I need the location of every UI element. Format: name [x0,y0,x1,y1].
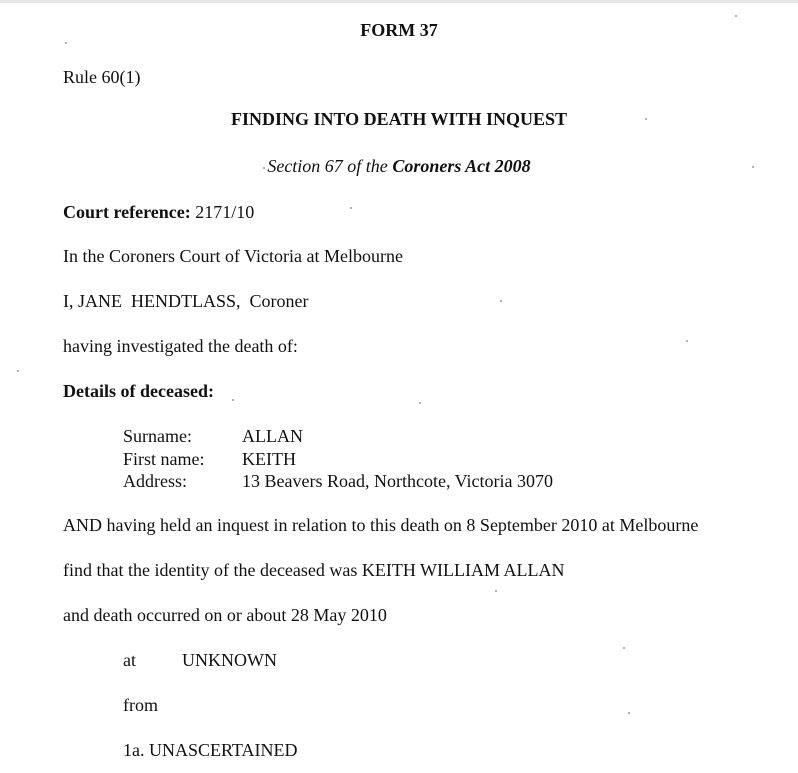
scan-speck [495,590,497,592]
scan-speck [623,647,625,649]
scan-speck [735,15,737,17]
deceased-heading: Details of deceased: [63,381,214,401]
at-label: at [123,650,136,670]
address-value: 13 Beavers Road, Northcote, Victoria 3070 [242,471,554,491]
scan-speck [645,118,647,120]
court-reference-label: Court reference: [63,202,191,222]
cause-line: 1a. UNASCERTAINED [123,740,298,760]
first-name-value: KEITH [242,449,296,469]
investigated-line: having investigated the death of: [63,336,298,356]
document-heading: FINDING INTO DEATH WITH INQUEST [230,109,568,129]
court-line: In the Coroners Court of Victoria at Melbourne [63,246,404,266]
form-title: FORM 37 [360,20,438,40]
scan-speck [17,370,19,372]
inquest-line: AND having held an inquest in relation to this death on 8 September 2010 at Melbourne [63,515,699,535]
court-reference [63,203,254,221]
rule-reference: Rule 60(1) [63,67,141,87]
first-name-row [123,450,296,468]
surname-value: ALLAN [242,426,303,446]
scan-speck [263,167,265,169]
scan-speck [232,399,234,401]
scan-speck [628,712,630,714]
scan-speck [752,166,754,168]
scan-speck [686,340,688,342]
address-row [123,472,553,490]
page-top-border [0,0,798,3]
scan-speck [500,300,502,302]
surname-row [123,427,303,445]
court-reference-value: 2171/10 [195,202,255,222]
act-name: Coroners Act 2008 [392,156,531,176]
section-prefix: Section 67 of the [267,156,388,176]
address-label: Address: [123,471,187,491]
death-location-row [123,651,277,669]
death-occurred-line: and death occurred on or about 28 May 2010 [63,605,387,625]
from-label: from [123,695,158,715]
scan-speck [350,207,352,209]
identity-line: find that the identity of the deceased was KEITH WILLIAM ALLAN [63,560,565,580]
section-reference [0,157,798,175]
first-name-label: First name: [123,449,205,469]
surname-label: Surname: [123,426,192,446]
scan-speck [419,402,421,404]
at-value: UNKNOWN [182,650,277,670]
coroner-line: I, JANE HENDTLASS, Coroner [63,291,309,311]
scan-speck [65,42,67,44]
